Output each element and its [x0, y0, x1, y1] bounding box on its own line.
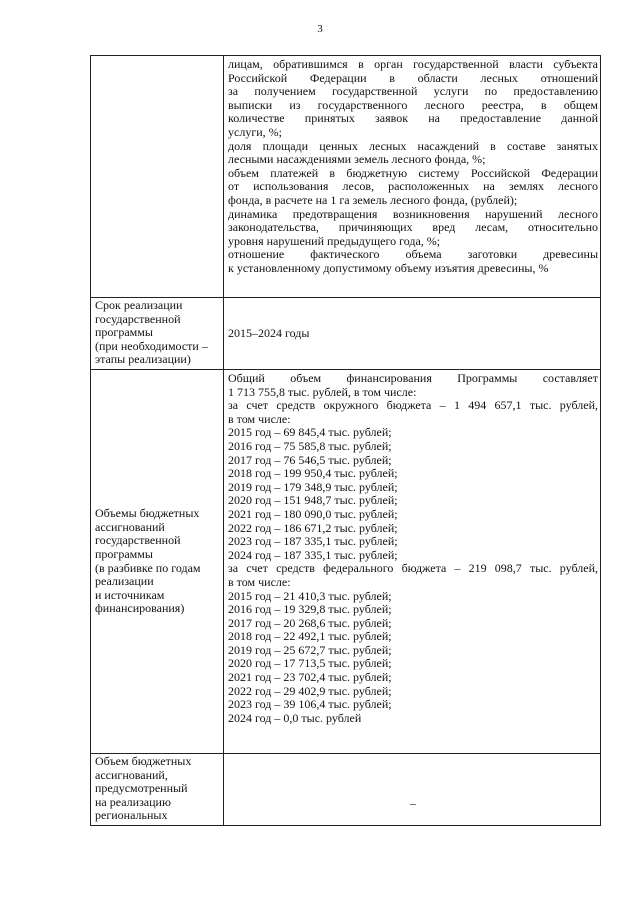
list-item: 2020 год – 151 948,7 тыс. рублей; [228, 493, 398, 508]
text-line: услуги, %; [228, 124, 282, 139]
text-line: в том числе: [228, 411, 291, 426]
text-line: Общий объем финансирования Программы составляет [228, 371, 598, 385]
label-line: финансирования) [95, 601, 185, 616]
regional-projects-value: – [224, 754, 601, 826]
label-line: на реализацию [95, 794, 171, 809]
program-passport-table [90, 55, 601, 826]
row2-label-cell [91, 298, 224, 370]
list-item: 2023 год – 39 106,4 тыс. рублей; [228, 697, 392, 712]
list-item: 2015 год – 69 845,4 тыс. рублей; [228, 425, 392, 440]
table-row [91, 370, 601, 754]
table-row [91, 754, 601, 826]
program-period: 2015–2024 годы [224, 298, 601, 370]
list-item: 2016 год – 75 585,8 тыс. рублей; [228, 438, 392, 453]
label-line: этапы реализации) [95, 352, 191, 367]
text-line: динамика предотвращения возникновения нарушений лесного [228, 206, 598, 221]
text-line: за получением государственной услуги по предоставлению [228, 84, 598, 99]
row1-indicators-cell [224, 56, 601, 298]
text-line: отношение фактического объема заготовки древесины [228, 247, 598, 262]
text-line: фонда, в расчете на 1 га земель лесного фонда, (рублей); [228, 192, 518, 207]
federal-summary [228, 562, 598, 589]
list-item: 2022 год – 186 671,2 тыс. рублей; [228, 520, 398, 535]
federal-years-list [228, 590, 598, 726]
text-line: объем платежей в бюджетную систему Российской Федерации [228, 165, 598, 180]
text-line: в том числе: [228, 574, 291, 589]
text-line: за счет средств окружного бюджета – 1 494 657,1 тыс. рублей, [228, 398, 598, 413]
list-item: 2024 год – 187 335,1 тыс. рублей; [228, 547, 398, 562]
label-line: и источникам [95, 587, 165, 602]
label-line: государственной [95, 533, 181, 548]
text-line: к установленному допустимому объему изъятия древесины, % [228, 260, 549, 275]
row1-label-cell [91, 56, 224, 298]
text-line: лесными насаждениями земель лесного фонда, %; [228, 152, 486, 167]
list-item: 2018 год – 199 950,4 тыс. рублей; [228, 466, 398, 481]
list-item: 2024 год – 0,0 тыс. рублей [228, 710, 362, 725]
list-item: 2019 год – 25 672,7 тыс. рублей; [228, 642, 392, 657]
district-years-list [228, 426, 598, 562]
text-line: за счет средств федерального бюджета – 219 098,7 тыс. рублей, [228, 561, 598, 576]
label-line: предусмотренный [95, 781, 188, 796]
row4-label-cell [91, 754, 224, 826]
text-line: Российской Федерации в области лесных отношений [228, 70, 598, 85]
text-line: 1 713 755,8 тыс. рублей, в том числе: [228, 384, 417, 399]
list-item: 2018 год – 22 492,1 тыс. рублей; [228, 629, 392, 644]
label-line: программы [95, 546, 153, 561]
list-item: 2021 год – 23 702,4 тыс. рублей; [228, 670, 392, 685]
list-item: 2023 год – 187 335,1 тыс. рублей; [228, 534, 398, 549]
indicators-justified [228, 58, 598, 276]
table-row [91, 298, 601, 370]
row3-label-cell [91, 370, 224, 754]
label-line: Объем бюджетных [95, 754, 192, 768]
text-line: количестве принятых заявок на предоставление данной [228, 111, 598, 126]
text-line: законодательства, причиняющих вред лесам, относительно [228, 220, 598, 235]
label-line: государственной [95, 311, 181, 326]
text-line: доля площади ценных лесных насаждений в составе занятых [228, 138, 598, 153]
list-item: 2021 год – 180 090,0 тыс. рублей; [228, 506, 398, 521]
list-item: 2022 год – 29 402,9 тыс. рублей; [228, 683, 392, 698]
list-item: 2020 год – 17 713,5 тыс. рублей; [228, 656, 392, 671]
table-row [91, 56, 601, 298]
text-line: лицам, обратившимся в орган государственной власти субъекта [228, 57, 598, 71]
label-line: (в разбивке по годам [95, 560, 201, 575]
text-line: выписки из государственного лесного реестра, в общем [228, 97, 598, 112]
label-line: ассигнований [95, 519, 165, 534]
text-line: уровня нарушений предыдущего года, %; [228, 233, 441, 248]
label-line: Объемы бюджетных [95, 506, 200, 521]
label-line: региональных [95, 808, 168, 823]
funding-cell [224, 370, 601, 754]
label-line: ассигнований, [95, 767, 168, 782]
list-item: 2017 год – 20 268,6 тыс. рублей; [228, 615, 392, 630]
label-line: программы [95, 325, 153, 340]
label-line: реализации [95, 574, 154, 589]
label-line: (при необходимости – [95, 338, 208, 353]
funding-summary [228, 372, 598, 426]
page-number: 3 [317, 23, 323, 35]
text-line: от использования лесов, расположенных на землях лесного [228, 179, 598, 194]
list-item: 2015 год – 21 410,3 тыс. рублей; [228, 588, 392, 603]
list-item: 2016 год – 19 329,8 тыс. рублей; [228, 602, 392, 617]
label-line: Срок реализации [95, 298, 183, 312]
list-item: 2019 год – 179 348,9 тыс. рублей; [228, 479, 398, 494]
list-item: 2017 год – 76 546,5 тыс. рублей; [228, 452, 392, 467]
